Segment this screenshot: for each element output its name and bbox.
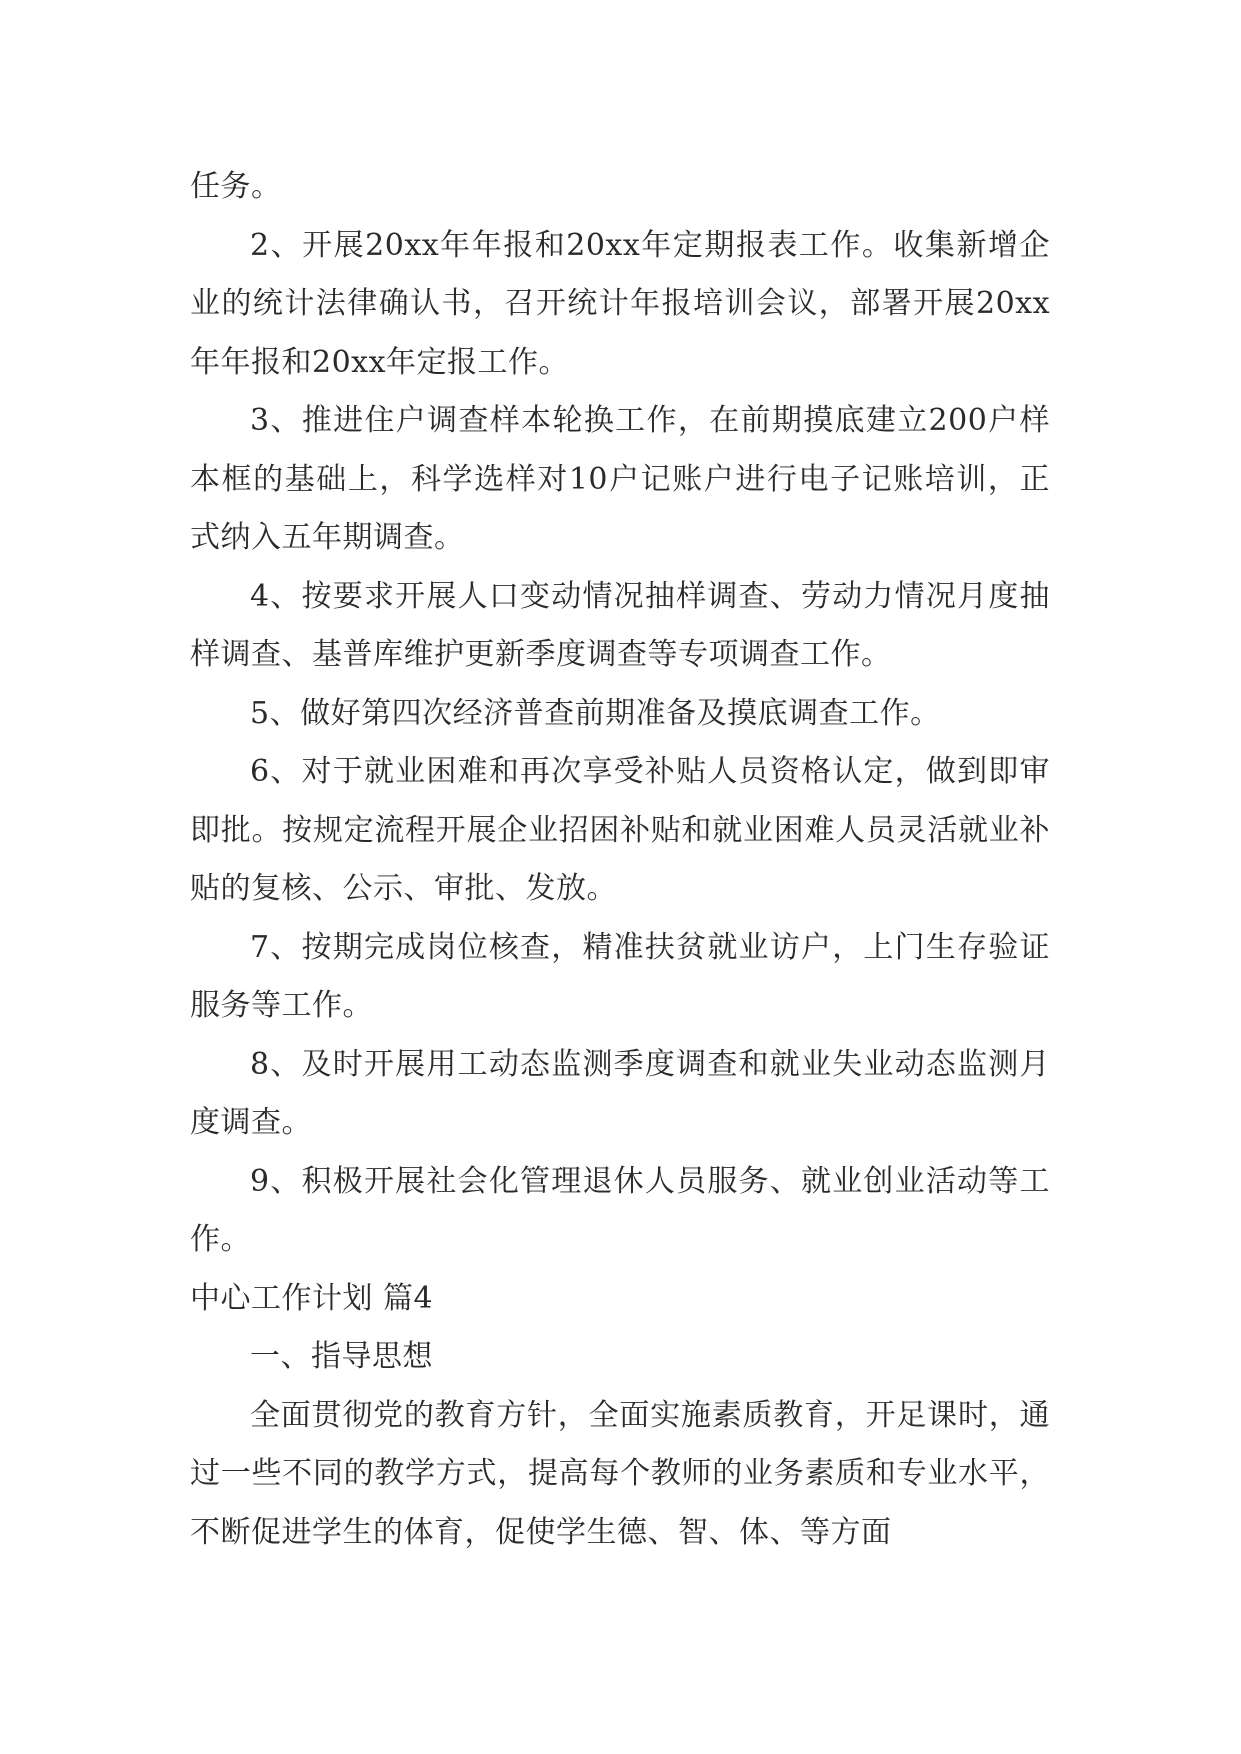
subsection-heading: 一、指导思想 — [250, 1339, 433, 1374]
paragraph-guiding-thought: 全面贯彻党的教育方针，全面实施素质教育，开足课时，通过一些不同的教学方式，提高每个教师的业务素质和专业水平，不断促进学生的体育，促使学生德、智、体、等方面 — [190, 1397, 1050, 1550]
paragraph-item-6: 6、对于就业困难和再次享受补贴人员资格认定，做到即审即批。按规定流程开展企业招困补贴和就业困难人员灵活就业补贴的复核、公示、审批、发放。 — [190, 754, 1050, 906]
paragraph-item-3: 3、推进住户调查样本轮换工作，在前期摸底建立200户样本框的基础上，科学选样对10户记账户进行电子记账培训，正式纳入五年期调查。 — [190, 403, 1050, 555]
paragraph-item-4: 4、按要求开展人口变动情况抽样调查、劳动力情况月度抽样调查、基普库维护更新季度调查等专项调查工作。 — [190, 578, 1050, 672]
paragraph-item-7: 7、按期完成岗位核查，精准扶贫就业访户，上门生存验证服务等工作。 — [190, 929, 1050, 1023]
paragraph-item-8: 8、及时开展用工动态监测季度调查和就业失业动态监测月度调查。 — [190, 1046, 1050, 1140]
paragraph-continuation: 任务。 — [190, 169, 282, 204]
paragraph-item-9: 9、积极开展社会化管理退休人员服务、就业创业活动等工作。 — [190, 1163, 1050, 1257]
paragraph-item-5: 5、做好第四次经济普查前期准备及摸底调查工作。 — [250, 695, 941, 731]
document-body — [190, 158, 1050, 1562]
section-heading: 中心工作计划 篇4 — [190, 1280, 434, 1316]
paragraph-item-2: 2、开展20xx年年报和20xx年定期报表工作。收集新增企业的统计法律确认书，召开统计年报培训会议，部署开展20xx年年报和20xx年定报工作。 — [190, 227, 1050, 380]
